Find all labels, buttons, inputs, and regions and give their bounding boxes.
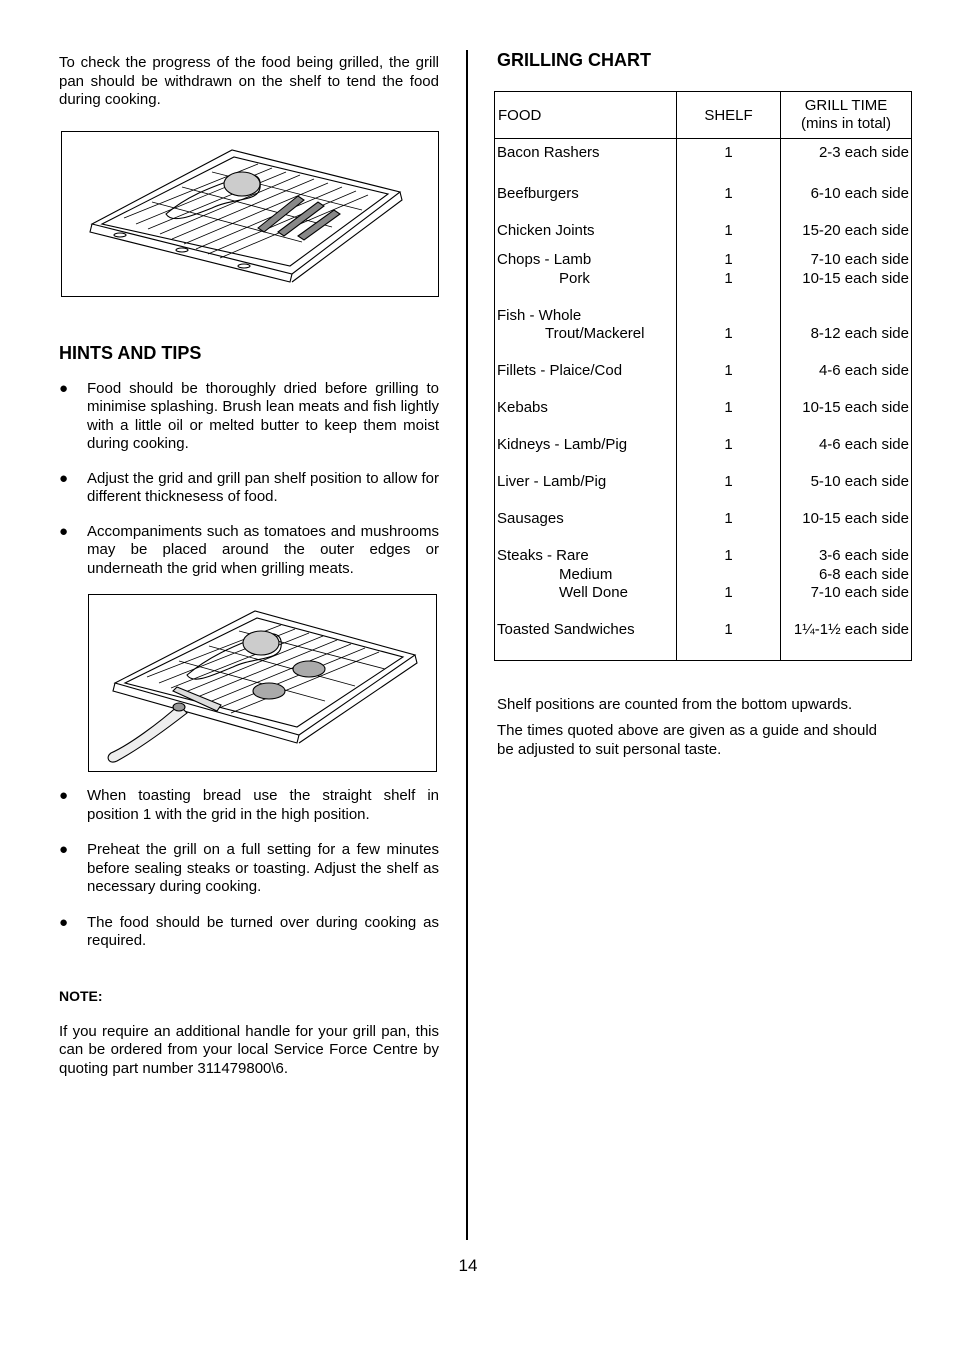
bullet-icon: ● xyxy=(59,841,69,858)
bullet-icon: ● xyxy=(59,787,69,804)
bullet-icon: ● xyxy=(59,379,69,397)
grill-time-column: 2-3 each side 6-10 each side 15-20 each side 7-10 each side 10-15 each side 8-12 each side 4-6 each side 10-15 each side 4-6 each side 5-10 each side 10-15 each side 3-6 each side 6-8 each side 7-10 each side 1¼-1½ each side xyxy=(781,139,912,661)
list-item: ● The food should be turned over during cooking as required. xyxy=(59,913,439,949)
food-cell: Kebabs xyxy=(497,399,548,416)
header-shelf: SHELF xyxy=(677,92,781,139)
note-title: NOTE: xyxy=(59,987,103,1004)
food-cell: Toasted Sandwiches xyxy=(497,621,635,638)
chart-footnotes xyxy=(494,695,877,759)
food-cell: Chicken Joints xyxy=(497,222,595,239)
food-cell: Medium xyxy=(559,565,613,583)
food-cell: Fillets - Plaice/Cod xyxy=(497,362,623,379)
list-item: ● Preheat the grill on a full setting for a few minutes before sealing steaks or toasting. Adjust the shelf as necessary during cooking. xyxy=(59,841,439,895)
page-number: 14 xyxy=(458,1256,478,1275)
grill-pan-handle-icon xyxy=(89,595,435,770)
footnote-times-guide: The times quoted above are given as a guide and should be adjusted to suit personal taste. xyxy=(497,721,877,758)
food-cell: Liver - Lamb/Pig xyxy=(497,473,607,490)
food-cell: Bacon Rashers xyxy=(497,144,600,161)
food-cell: Steaks - Rare xyxy=(497,547,589,564)
food-cell: Sausages xyxy=(497,510,564,527)
list-item: ● Food should be thoroughly dried before grilling to minimise splashing. Brush lean meats and fish lightly with a little oil or melted butter to keep them moist during cooking. xyxy=(59,379,439,452)
hints-list-a xyxy=(59,380,439,579)
grill-pan-illustration xyxy=(61,131,439,297)
hints-list-b xyxy=(59,787,439,951)
list-item: ● Adjust the grid and grill pan shelf position to allow for different thicknesess of food. xyxy=(59,469,439,505)
shelf-column: 1 1 1 1 1 1 1 1 1 1 1 1 1 1 xyxy=(677,139,781,661)
intro-paragraph: To check the progress of the food being grilled, the grill pan should be withdrawn on the shelf to tend the food during cooking. xyxy=(59,54,439,108)
food-cell: Well Done xyxy=(559,584,628,601)
header-grill-time: GRILL TIME (mins in total) xyxy=(781,92,912,139)
list-item: ● Accompaniments such as tomatoes and mushrooms may be placed around the outer edges or underneath the grid when grilling meats. xyxy=(59,522,439,577)
right-column xyxy=(494,50,912,759)
food-cell: Chops - Lamb xyxy=(497,251,592,268)
list-item: ● When toasting bread use the straight shelf in position 1 with the grid in the high position. xyxy=(59,787,439,823)
header-food: FOOD xyxy=(495,92,677,139)
food-cell: Kidneys - Lamb/Pig xyxy=(497,436,628,453)
chart-title: GRILLING CHART xyxy=(497,50,651,70)
hints-title: HINTS AND TIPS xyxy=(59,342,202,363)
food-cell: Fish - Whole xyxy=(497,306,582,324)
bullet-icon: ● xyxy=(59,469,69,487)
food-cell: Beefburgers xyxy=(497,185,579,202)
food-cell: Trout/Mackerel xyxy=(545,325,645,342)
left-column xyxy=(59,54,439,1078)
bullet-icon: ● xyxy=(59,913,69,931)
note-text: If you require an additional handle for your grill pan, this can be ordered from your local Service Force Centre by quoting part number 311479800\6. xyxy=(59,1022,439,1077)
grill-pan-sausages-icon xyxy=(62,132,437,295)
grill-pan-handle-illustration xyxy=(88,594,437,772)
column-divider xyxy=(466,50,468,1240)
food-column xyxy=(495,139,677,661)
food-cell: Pork xyxy=(559,269,590,287)
table-body-row xyxy=(495,139,912,661)
table-header-row xyxy=(495,92,912,139)
grilling-chart-table xyxy=(494,91,912,661)
bullet-icon: ● xyxy=(59,522,69,540)
footnote-shelf-positions: Shelf positions are counted from the bottom upwards. xyxy=(497,695,853,713)
